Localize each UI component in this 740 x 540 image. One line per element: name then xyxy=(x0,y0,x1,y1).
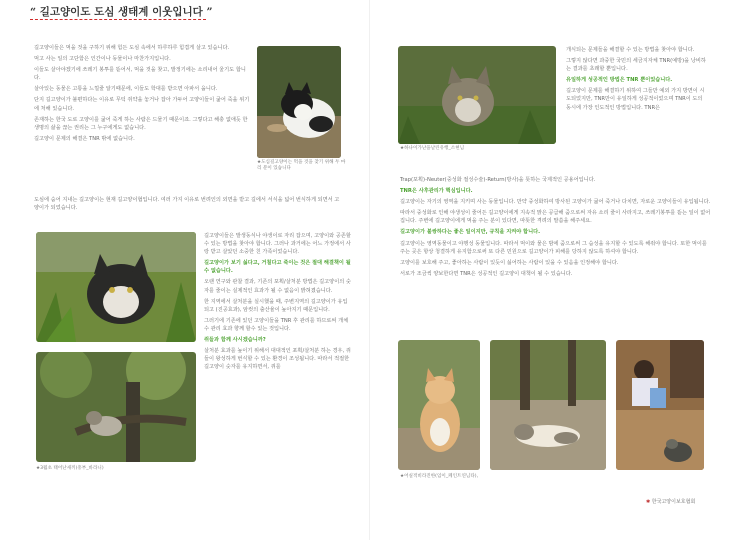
left-para-10: 오랜 연구와 관찰 결과, 기존의 포획/살처분 방법은 길고양이의 숫자를 줄이는 실제적인 효과가 될 수 없음이 밝혀졌습니다. xyxy=(204,279,351,294)
photo-cat-eating xyxy=(257,46,341,158)
left-intro-text xyxy=(34,44,252,146)
left-para-7: 길고양이 문제의 해결은 TNR 밖에 없습니다. xyxy=(34,135,135,142)
right-para-1: 개식되는 문제들을 해결할 수 있는 방법을 찾아야 합니다. xyxy=(566,47,695,53)
right-para-3: 길고양이 문제를 해결하기 위하여 그들만 예외 가지 방면이 시도되었지만, TNR만이 유일하게 성공적이었으며 TNR이 도의 동시에 가장 인도적인 방법입니다. TNR은 xyxy=(566,88,705,111)
caption-cat-eating: ★도심길고양이는 먹을 것을 찾기 위해 두 마리 분이 있습니다 xyxy=(257,160,346,172)
page-fold xyxy=(369,0,370,540)
right-tnr-line: Trap(포획)-Neuter(중성화 절성수술)-Return(방사)을 뜻하는 국제적인 공용어입니다. xyxy=(400,177,596,183)
left-para-4: 살아있는 동물은 고통을 느낄줄 알기때문에, 이들도 학대를 받으면 아파서 웁니다. xyxy=(34,86,218,93)
photo-kitten-grass xyxy=(36,232,196,342)
title-underline xyxy=(30,19,206,20)
paw-icon: ✱ xyxy=(646,499,651,505)
left-green-heading-1: 길고양이가 보기 싫다고, 거칠다고 죽이는 것은 절대 해결책이 될 수 없습니다. xyxy=(204,260,351,275)
left-para-3: 이들도 살아야겠기에 쓰레기 봉투를 뜯어서, 먹을 것을 찾고, 발정기에는 소리내어 울기도 합니다. xyxy=(34,67,246,82)
right-para-5: 따라서 중성화로 인해 야생성이 줄어든 길고양이에게 지속적 맑은 공급해 줌으로써 자유 소리 줄이 사라지고, 쓰레기봉투를 뜯는 일이 없어집니다. 주변에 길고양이에게 먹을 주는 분이 있다면, 따뜻한 격려의 말씀을 해주세요. xyxy=(400,210,711,225)
association-logo-text: 한국고양이보호협회 xyxy=(651,499,696,505)
right-green-heading-2: TNR은 사후관리가 핵심입니다. xyxy=(400,188,473,195)
page-title: “ 길고양이도 도심 생태계 이웃입니다 ” xyxy=(30,6,213,18)
left-para-9: 길고양이들은 발생동식나 야생이로 자리 잡으며, 고양이와 공존할 수 있는 방법을 찾아야 합니다. 그러나 과거에는 어느 가정에서 사랑 받고 살았던 소중한 친 가족이었습니다. xyxy=(204,233,351,256)
photo-cat-lying xyxy=(490,340,606,470)
right-para-2: 그렇지 않다면 과중한 국민의 세금지자체 TNR(예방)을 낭비하는 결과를 초래할 뿐입니다. xyxy=(566,58,706,73)
left-para-12: 그러기에 기존에 있던 고양이들을 TNR 후 관리를 하므로써 개체수 관리 효과 향께 할수 있는 것입니다. xyxy=(204,317,349,332)
left-para-8: 도심에 숨어 지내는 길고양이는 현재 길고양이협입니다. 여러 가지 이유로 번려인의 외면을 받고 길에서 서식을 넓어 번식하게 되면서 고양이가 되었습니다. xyxy=(34,197,340,212)
left-para-13: 살처분 효과를 높이기 위해서 대대적인 포획/살처분 하는 경우, 쥐들이 왕성하게 번식할 수 있는 환경이 조성됩니다. 따라서 적절한 길고양이 숫자를 유지하면서, 쥐를 xyxy=(204,348,351,371)
photo-child-with-cat xyxy=(616,340,704,470)
left-side-text xyxy=(204,232,352,374)
photo-cat-tree xyxy=(36,352,196,462)
right-para-4: 길고양이는 자기의 영역을 지키며 사는 동물입니다. 만약 중성화하여 방사된 고양이가 굶어 죽거나 다치면, 자로운 고양이들이 유입됩니다. xyxy=(400,199,711,206)
left-para-6: 존재하는 한국 도로 고양이를 굶어 죽게 하는 사람은 드물기 때문이죠. 그렇다고 해충 없애듯 한 생명의 삶을 끊는 권리는 그 누구에게도 없습니다. xyxy=(34,116,248,131)
caption-tabby: ★하나이가난을날린유행_소현님 xyxy=(400,146,465,151)
right-para-8: 서로가 조금씩 양보한다면 TNR은 성공적인 길고양이 대책이 될 수 있습니다. xyxy=(400,270,573,277)
left-para-11: 한 지역에서 살처분을 실시했을 때, 주변지역의 길고양이가 유입되고 (진공효과), 암컷의 출산율이 높아지기 때문입니다. xyxy=(204,298,348,313)
right-green-heading-3: 길고양이가 불쌍하다는 좋은 일이지만, 규칙을 지켜야 합니다. xyxy=(400,229,541,236)
photo-orange-cat-sitting xyxy=(398,340,480,470)
left-mid-text xyxy=(34,196,344,215)
caption-kitten: ★3월초 태어난새끼(흥부_바라니) xyxy=(36,466,104,471)
right-top-text xyxy=(566,46,708,115)
association-logo xyxy=(646,498,726,505)
photo-tabby-cat xyxy=(398,46,556,144)
left-para-1: 길고양이들은 먹을 것을 구하기 위해 힘든 도심 속에서 하루하루 힘겹게 살고 있습니다. xyxy=(34,45,230,51)
left-green-heading-2: 쥐들과 함께 사시겠습니까? xyxy=(204,337,266,344)
right-main-text xyxy=(400,176,712,281)
caption-bottom-photos: ★어실적비라진한(임이_페인트연님타), xyxy=(400,474,479,479)
right-green-heading-1: 유일하게 성공적인 방법은 TNR 뿐이었습니다. xyxy=(566,77,673,84)
right-para-7: 고양이를 보호해 주고, 좋아하는 사람이 있듯이 싫어하는 사람이 있을 수 있음을 인정해야 합니다. xyxy=(400,259,619,266)
right-para-6: 길고양이는 영역동물이고 야행성 동물입니다. 따라서 먹이와 물은 밤에 줌으로써 그 습성을 유지할 수 있도록 해줘야 합니다. 또한 먹이를 주는 곳은 항상 청결하게 유지함으로써 또 다른 민원으로 길고양이가 피해를 당하지 않도록 하셔야 합니다. xyxy=(400,240,707,255)
left-para-5: 단지 길고양이가 불편하다는 이유로 무턱 쥐약을 놓거나 잡아 가두어 고양이들이 굶어 죽을 위기에 처해 있습니다. xyxy=(34,97,250,112)
left-para-2: 먹고 사는 일의 고단함은 인간이나 동물이나 마찬가지입니다. xyxy=(34,56,171,63)
